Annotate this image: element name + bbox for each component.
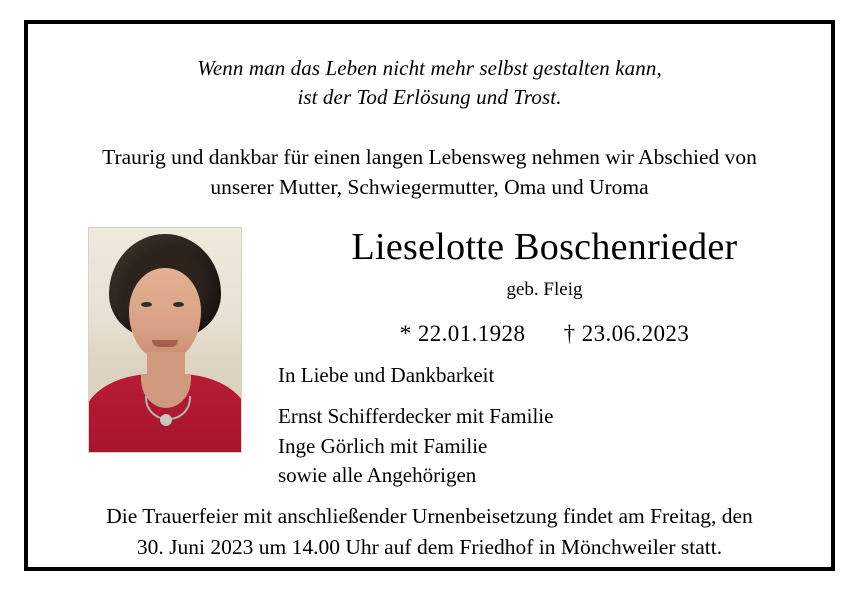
family-block (278, 361, 553, 491)
portrait-eye-left (141, 302, 152, 307)
death-symbol: † (563, 320, 576, 346)
verse-line-1: Wenn man das Leben nicht mehr selbst gestalten kann, (197, 56, 662, 80)
birth-symbol: * (399, 320, 412, 346)
funeral-details (44, 501, 815, 563)
intro-line-1: Traurig und dankbar für einen langen Lebensweg nehmen wir Abschied von (102, 144, 757, 169)
family-member-3: sowie alle Angehörigen (278, 463, 477, 488)
death-date: 23.06.2023 (581, 320, 690, 346)
intro-line-2: unserer Mutter, Schwiegermutter, Oma und Uroma (210, 175, 649, 200)
verse-block (44, 54, 815, 112)
intro-block (44, 142, 815, 203)
obituary-content (44, 36, 815, 560)
family-spacer (278, 391, 553, 402)
middle-section (44, 227, 815, 495)
verse-line-2: ist der Tod Erlösung und Trost. (297, 84, 562, 109)
funeral-line-1: Die Trauerfeier mit anschließender Urnenbeisetzung findet am Freitag, den (106, 503, 753, 528)
portrait-necklace-pendant (160, 414, 172, 426)
family-member-1: Ernst Schifferdecker mit Familie (278, 403, 554, 428)
deceased-maiden-name: geb. Fleig (506, 278, 583, 300)
deceased-name-block (274, 227, 815, 347)
funeral-line-2: 30. Juni 2023 um 14.00 Uhr auf dem Friedhof in Mönchweiler statt. (136, 535, 723, 560)
portrait-eye-right (173, 302, 184, 307)
portrait-photo (88, 227, 242, 453)
portrait-mouth (152, 340, 178, 347)
family-member-2: Inge Görlich mit Familie (278, 433, 488, 458)
birth-date: 22.01.1928 (417, 320, 526, 346)
deceased-name: Lieselotte Boschenrieder (351, 225, 738, 268)
family-heading: In Liebe und Dankbarkeit (278, 362, 495, 387)
deceased-dates (274, 321, 815, 347)
